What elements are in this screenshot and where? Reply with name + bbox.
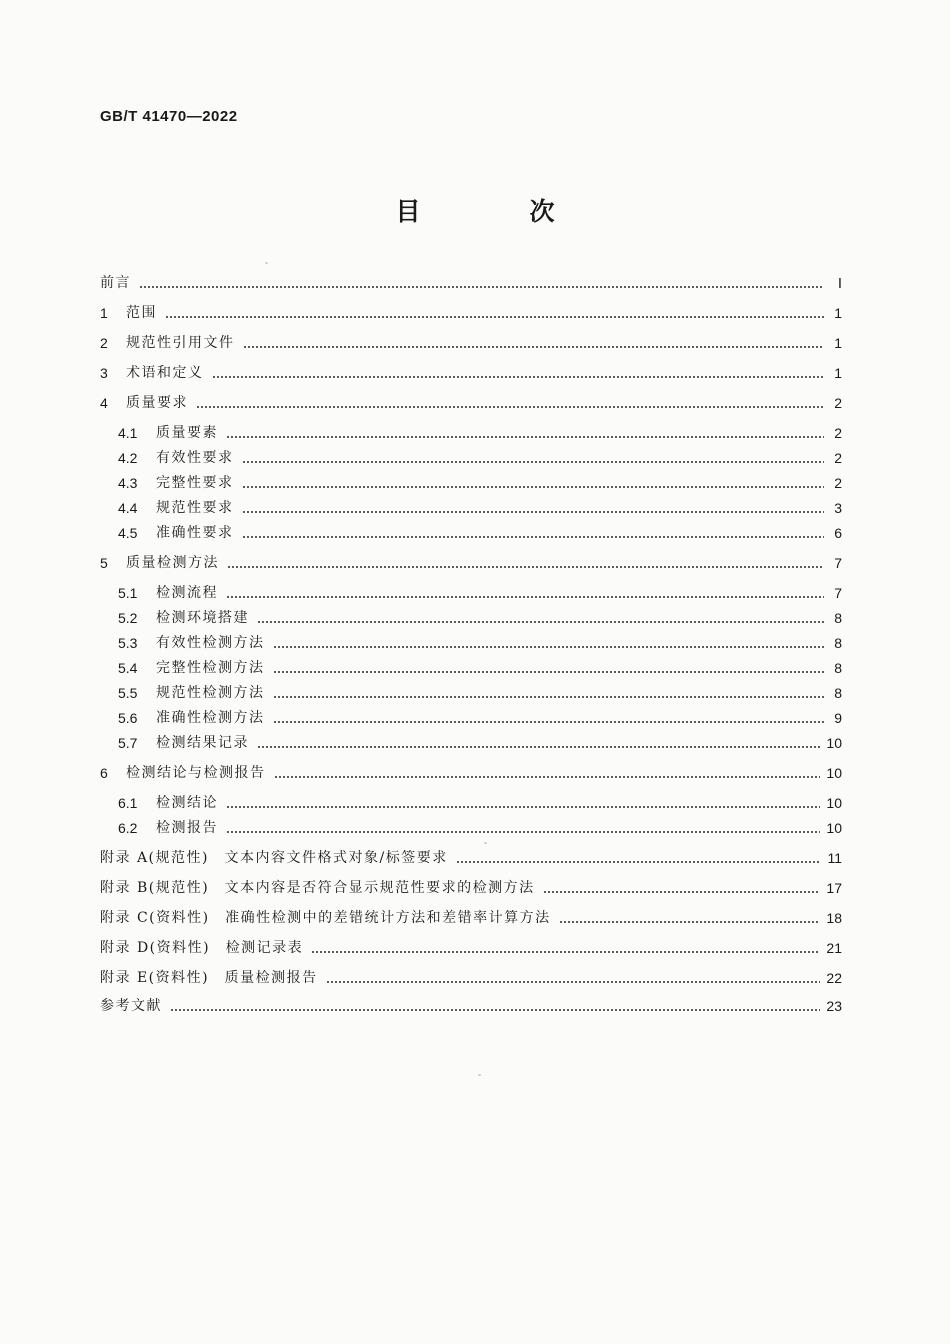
toc-entry-number: 6.1	[118, 795, 138, 811]
dot-leader	[196, 406, 824, 408]
toc-entry-label: 术语和定义	[126, 365, 204, 381]
toc-entry[interactable]	[100, 965, 842, 987]
dot-leader	[257, 746, 820, 748]
toc-entry-page: 1	[834, 365, 842, 381]
dot-leader	[242, 511, 825, 513]
toc-entry-page: 2	[834, 395, 842, 411]
dot-leader	[274, 776, 821, 778]
toc-entry-page: 8	[834, 610, 842, 626]
toc-entry-label: 检测结果记录	[156, 735, 249, 751]
toc-entry-label: 附录 C(资料性) 准确性检测中的差错统计方法和差错率计算方法	[100, 910, 551, 926]
toc-entry-page: 10	[826, 820, 842, 836]
toc-entry[interactable]	[100, 845, 842, 867]
dot-leader	[273, 696, 825, 698]
toc-entry[interactable]	[100, 420, 842, 442]
toc-entry-page: 7	[834, 555, 842, 571]
toc-entry-page: 21	[826, 940, 842, 956]
toc-entry-page: 1	[834, 335, 842, 351]
toc-entry-label: 准确性要求	[156, 525, 234, 541]
toc-entry-label: 前言	[100, 275, 131, 291]
toc-entry[interactable]	[100, 390, 842, 412]
toc-entry[interactable]	[100, 495, 842, 517]
toc-entry-number: 5	[100, 555, 108, 571]
toc-entry[interactable]	[100, 330, 842, 352]
toc-entry-number: 5.2	[118, 610, 138, 626]
scan-speck	[265, 262, 268, 264]
toc-entry-number: 6.2	[118, 820, 138, 836]
toc-entry-label: 检测结论	[156, 795, 218, 811]
toc-entry-label: 检测环境搭建	[156, 610, 249, 626]
toc-entry-page: 18	[826, 910, 842, 926]
dot-leader	[243, 346, 825, 348]
toc-entry[interactable]	[100, 705, 842, 727]
toc-entry-page: 22	[826, 970, 842, 986]
toc-entry-label: 准确性检测方法	[156, 710, 265, 726]
scan-speck	[484, 842, 487, 844]
dot-leader	[273, 721, 825, 723]
toc-entry-label: 参考文献	[100, 998, 162, 1014]
toc-entry[interactable]	[100, 790, 842, 812]
toc-entry-page: 23	[826, 998, 842, 1014]
dot-leader	[226, 596, 824, 598]
toc-entry-number: 4	[100, 395, 108, 411]
toc-entry[interactable]	[100, 760, 842, 782]
toc-entry-page: 8	[834, 660, 842, 676]
toc-entry-label: 附录 B(规范性) 文本内容是否符合显示规范性要求的检测方法	[100, 880, 535, 896]
dot-leader	[165, 316, 824, 318]
toc-entry-label: 检测结论与检测报告	[126, 765, 266, 781]
toc-entry-number: 4.4	[118, 500, 138, 516]
toc-entry-label: 规范性要求	[156, 500, 234, 516]
toc-entry-page: 2	[834, 425, 842, 441]
toc-entry-page: 10	[826, 765, 842, 781]
toc-entry-number: 3	[100, 365, 108, 381]
toc-entry[interactable]	[100, 993, 842, 1015]
toc-entry[interactable]	[100, 875, 842, 897]
toc-entry-number: 6	[100, 765, 108, 781]
toc-entry-page: 11	[827, 850, 842, 866]
dot-leader	[242, 461, 825, 463]
dot-leader	[242, 536, 825, 538]
toc-entry[interactable]	[100, 520, 842, 542]
toc-entry[interactable]	[100, 905, 842, 927]
toc-entry-page: 2	[834, 475, 842, 491]
toc-entry[interactable]	[100, 655, 842, 677]
toc-entry-label: 完整性检测方法	[156, 660, 265, 676]
toc-entry[interactable]	[100, 815, 842, 837]
toc-entry-label: 质量要求	[126, 395, 188, 411]
toc-entry-number: 4.1	[118, 425, 138, 441]
dot-leader	[226, 806, 820, 808]
standard-code: GB/T 41470—2022	[100, 108, 238, 125]
toc-entry-label: 检测报告	[156, 820, 218, 836]
toc-entry-number: 5.1	[118, 585, 138, 601]
toc-entry[interactable]	[100, 630, 842, 652]
dot-leader	[311, 951, 820, 953]
toc-entry-label: 有效性要求	[156, 450, 234, 466]
toc-entry[interactable]	[100, 680, 842, 702]
toc-entry-number: 4.5	[118, 525, 138, 541]
dot-leader	[227, 566, 824, 568]
dot-leader	[242, 486, 825, 488]
toc-entry-label: 质量检测方法	[126, 555, 219, 571]
toc-entry-number: 5.7	[118, 735, 138, 751]
toc-entry-page: 1	[834, 305, 842, 321]
toc-entry-label: 附录 E(资料性) 质量检测报告	[100, 970, 318, 986]
dot-leader	[273, 646, 825, 648]
dot-leader	[212, 376, 825, 378]
dot-leader	[139, 286, 824, 288]
toc-entry-number: 1	[100, 305, 108, 321]
toc-entry[interactable]	[100, 300, 842, 322]
toc-entry-number: 4.3	[118, 475, 138, 491]
toc-entry[interactable]	[100, 730, 842, 752]
toc-entry-number: 5.6	[118, 710, 138, 726]
toc-entry[interactable]	[100, 470, 842, 492]
toc-entry-label: 规范性引用文件	[126, 335, 235, 351]
toc-entry-label: 完整性要求	[156, 475, 234, 491]
toc-entry-page: 2	[834, 450, 842, 466]
toc-entry-number: 2	[100, 335, 108, 351]
toc-entry[interactable]	[100, 445, 842, 467]
dot-leader	[170, 1009, 820, 1011]
toc-entry-number: 4.2	[118, 450, 138, 466]
toc-entry-label: 附录 D(资料性) 检测记录表	[100, 940, 304, 956]
toc-entry-label: 有效性检测方法	[156, 635, 265, 651]
toc-entry-page: 7	[834, 585, 842, 601]
dot-leader	[273, 671, 825, 673]
toc-entry-label: 附录 A(规范性) 文本内容文件格式对象/标签要求	[100, 850, 448, 866]
toc-entry-label: 范围	[126, 305, 157, 321]
dot-leader	[257, 621, 824, 623]
toc-entry-page: 3	[834, 500, 842, 516]
toc-entry[interactable]	[100, 935, 842, 957]
toc-entry[interactable]	[100, 550, 842, 572]
toc-entry[interactable]	[100, 360, 842, 382]
toc-entry-label: 质量要素	[156, 425, 218, 441]
dot-leader	[543, 891, 821, 893]
toc-entry-number: 5.3	[118, 635, 138, 651]
scan-speck	[478, 1074, 481, 1076]
toc-entry-number: 5.5	[118, 685, 138, 701]
toc-entry-label: 规范性检测方法	[156, 685, 265, 701]
dot-leader	[226, 436, 824, 438]
toc-entry-page: 8	[834, 635, 842, 651]
toc-entry-page: 6	[834, 525, 842, 541]
toc-entry[interactable]	[100, 580, 842, 602]
toc-entry[interactable]	[100, 605, 842, 627]
toc-entry-page: 10	[826, 735, 842, 751]
toc-entry-label: 检测流程	[156, 585, 218, 601]
toc-entry[interactable]	[100, 270, 842, 292]
dot-leader	[456, 861, 822, 863]
dot-leader	[559, 921, 821, 923]
toc-entry-page: 17	[826, 880, 842, 896]
toc-entry-number: 5.4	[118, 660, 138, 676]
toc-entry-page: 8	[834, 685, 842, 701]
toc-entry-page: Ⅰ	[837, 275, 842, 291]
dot-leader	[226, 831, 820, 833]
toc-title: 目 次	[395, 197, 597, 226]
toc-entry-page: 10	[826, 795, 842, 811]
toc-entry-page: 9	[834, 710, 842, 726]
dot-leader	[326, 981, 821, 983]
